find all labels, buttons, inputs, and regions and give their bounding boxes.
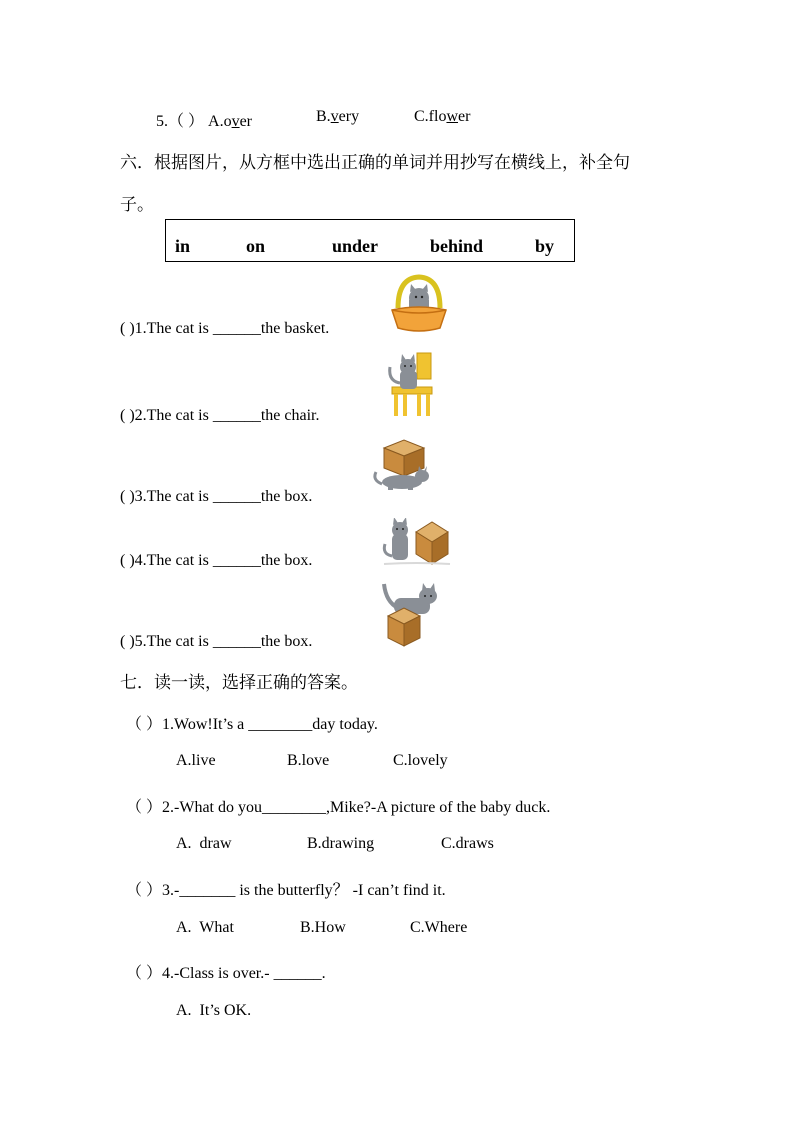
word-in: in <box>175 236 191 256</box>
s7-question-4 <box>126 960 326 983</box>
answer-paren[interactable]: （ ） <box>126 716 163 733</box>
cat-on-chair-picture <box>384 351 440 419</box>
s7-q2-option-b[interactable]: B.drawing <box>307 835 375 852</box>
section7-title: 七．读一读，选择正确的答案。 <box>120 673 358 693</box>
answer-paren[interactable]: （ ） <box>126 882 163 899</box>
s7-q4-option-a[interactable]: A. It’s OK. <box>176 1002 252 1019</box>
answer-paren[interactable]: ( ) <box>120 320 135 337</box>
q5-option-b: B.very <box>316 108 360 125</box>
answer-paren[interactable]: ( ) <box>120 488 135 505</box>
section6-title-line1: 六．根据图片，从方框中选出正确的单词并用抄写在横线上，补全句 <box>120 153 630 173</box>
s7-question-2 <box>126 794 550 817</box>
question-text: 3.-_______ is the butterfly？ -I can’t find it. <box>162 882 446 899</box>
s6-item-2 <box>120 407 320 425</box>
s7-q2-option-a[interactable]: A. draw <box>176 835 232 852</box>
word-by: by <box>535 236 555 256</box>
answer-paren[interactable]: ( ) <box>120 407 135 424</box>
item-text: 2.The cat is ______the chair. <box>134 407 320 424</box>
s6-item-3 <box>120 488 312 506</box>
s7-q3-option-c[interactable]: C.Where <box>410 919 468 936</box>
word-behind: behind <box>430 236 484 256</box>
question-text: 2.-What do you________,Mike?-A picture of the baby duck. <box>162 799 551 816</box>
cat-in-basket-picture <box>390 272 448 334</box>
section6-title-line2: 子。 <box>120 195 154 215</box>
s7-question-1 <box>126 711 378 734</box>
word-on: on <box>246 236 266 256</box>
s6-item-5 <box>120 633 312 651</box>
s7-q1-option-c[interactable]: C.lovely <box>393 752 448 769</box>
answer-paren[interactable]: ( ) <box>120 633 135 650</box>
s7-q3-option-b[interactable]: B.How <box>300 919 346 936</box>
cat-by-box-picture <box>382 518 452 570</box>
q5-option-c: C.flower <box>414 108 471 125</box>
cat-behind-box-picture <box>380 580 440 650</box>
item-text: 5.The cat is ______the box. <box>134 633 313 650</box>
word-under: under <box>332 236 379 256</box>
item-text: 4.The cat is ______the box. <box>134 552 313 569</box>
s7-question-3 <box>126 877 446 900</box>
question-text: 1.Wow!It’s a ________day today. <box>162 716 378 733</box>
item-text: 1.The cat is ______the basket. <box>134 320 330 337</box>
s7-q1-option-b[interactable]: B.love <box>287 752 330 769</box>
s6-item-4 <box>120 552 312 570</box>
answer-paren[interactable]: （ ） <box>126 965 163 982</box>
s6-item-1 <box>120 320 329 338</box>
answer-paren[interactable]: （ ） <box>126 799 163 816</box>
word-box <box>165 219 575 262</box>
s7-q2-option-c[interactable]: C.draws <box>441 835 494 852</box>
s7-q1-option-a[interactable]: A.live <box>176 752 216 769</box>
s7-q3-option-a[interactable]: A. What <box>176 919 234 936</box>
item-text: 3.The cat is ______the box. <box>134 488 313 505</box>
q5-line <box>156 108 252 131</box>
cat-under-box-picture <box>370 436 436 494</box>
q5-option-a: A.over <box>208 113 253 130</box>
q5-number: 5.（ ） <box>156 113 205 130</box>
answer-paren[interactable]: ( ) <box>120 552 135 569</box>
question-text: 4.-Class is over.- ______. <box>162 965 326 982</box>
